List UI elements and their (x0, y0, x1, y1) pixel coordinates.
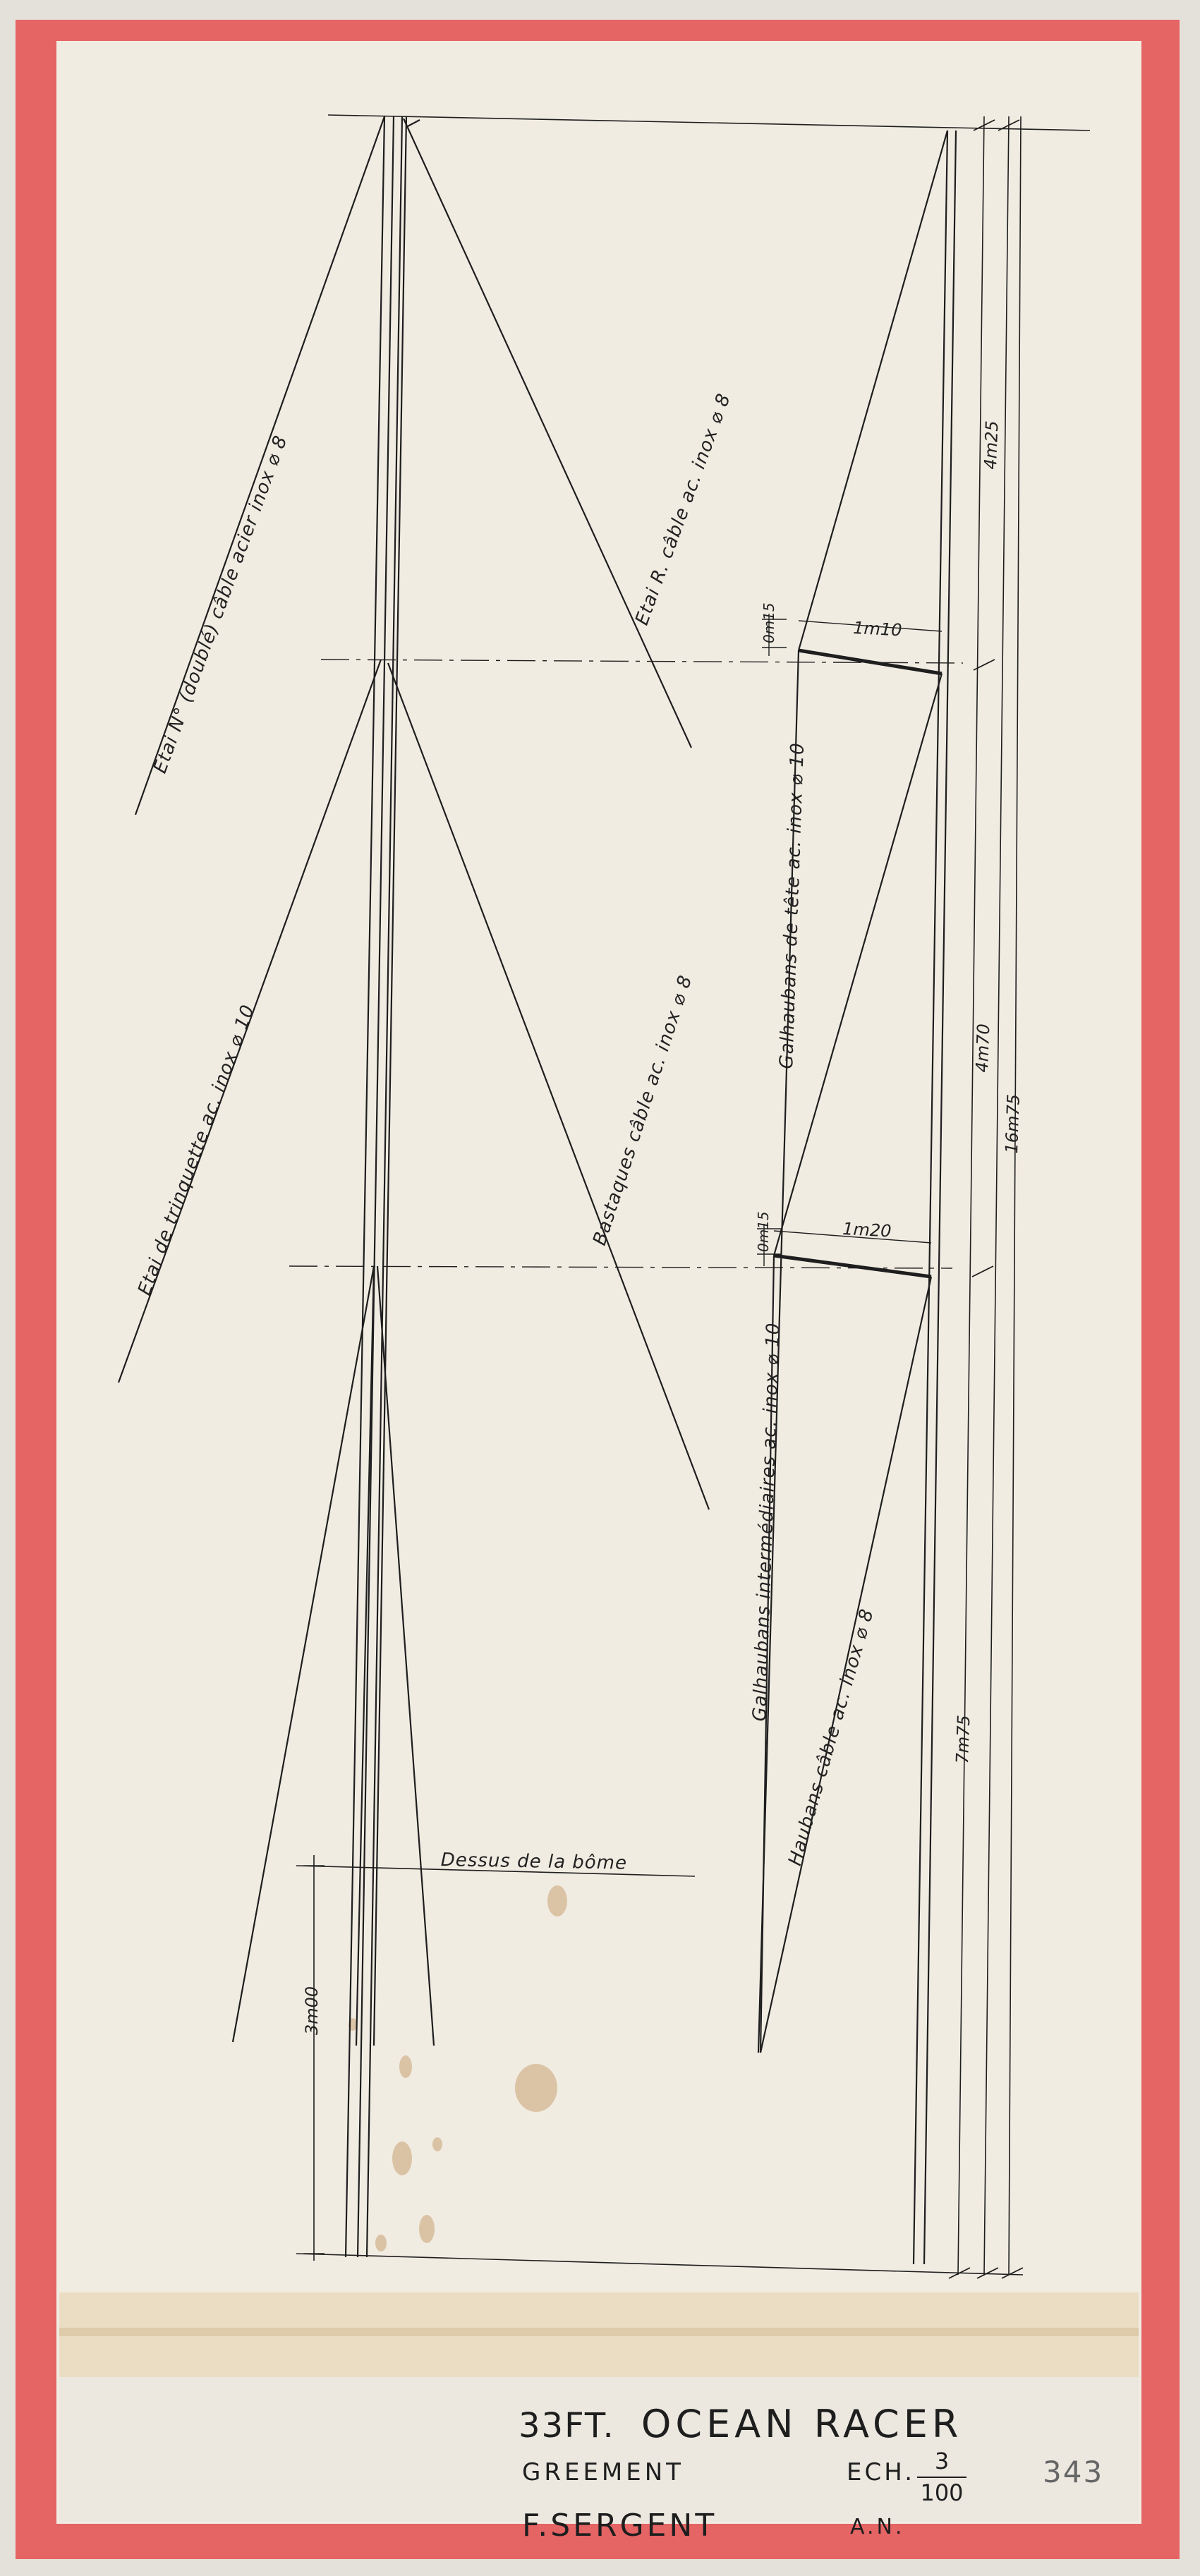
upper-spreader-rise-dim: 0m15 (760, 602, 777, 643)
lower-paper (59, 2377, 1139, 2522)
scale-numerator: 3 (934, 2448, 950, 2474)
scale-denominator: 100 (920, 2479, 964, 2506)
top-section-dim: 4m25 (981, 420, 1002, 470)
paper (56, 41, 1141, 2524)
lower-spreader-rise-dim: 0m15 (755, 1211, 772, 1252)
middle-section-dim: 4m70 (972, 1023, 994, 1073)
scale-label: ECH. (847, 2458, 915, 2486)
lower-shroud-label: Haubans câble ac. inox ⌀ 8 (784, 1606, 878, 1869)
backstay-label: Bastaques câble ac. inox ⌀ 8 (589, 972, 697, 1248)
intermediate-shroud-label: Galhaubans intermédiaires ac. inox ⌀ 10 (749, 1322, 784, 1723)
subtitle: GREEMENT (522, 2458, 684, 2486)
cap-shroud-label: Galhaubans de tête ac. inox ⌀ 10 (776, 741, 809, 1070)
lower-section-dim: 7m75 (952, 1714, 974, 1764)
title-name: OCEAN RACER (641, 2402, 963, 2446)
upper-spreader-dim: 1m10 (852, 618, 903, 640)
initials: A.N. (850, 2515, 905, 2539)
lower-spreader-dim: 1m20 (842, 1219, 892, 1241)
boom-height-dim: 3m00 (302, 1986, 322, 2035)
total-height-dim: 16m75 (1002, 1093, 1024, 1154)
scale-fraction-bar (917, 2477, 966, 2478)
sheet-number: 343 (1043, 2455, 1104, 2489)
title-main (519, 2402, 962, 2446)
boom-note: Dessus de la bôme (440, 1849, 628, 1874)
title-ft: 33FT. (519, 2406, 615, 2446)
author: F.SERGENT (522, 2508, 717, 2544)
stay-r-label: Etai R. câble ac. inox ⌀ 8 (631, 390, 735, 628)
tape-edge (59, 2328, 1139, 2336)
inner-forestay-label: Etai de trinquette ac. inox ⌀ 10 (134, 1002, 260, 1299)
stay-n-label: Etai N° (doublé) câble acier inox ⌀ 8 (150, 432, 292, 777)
